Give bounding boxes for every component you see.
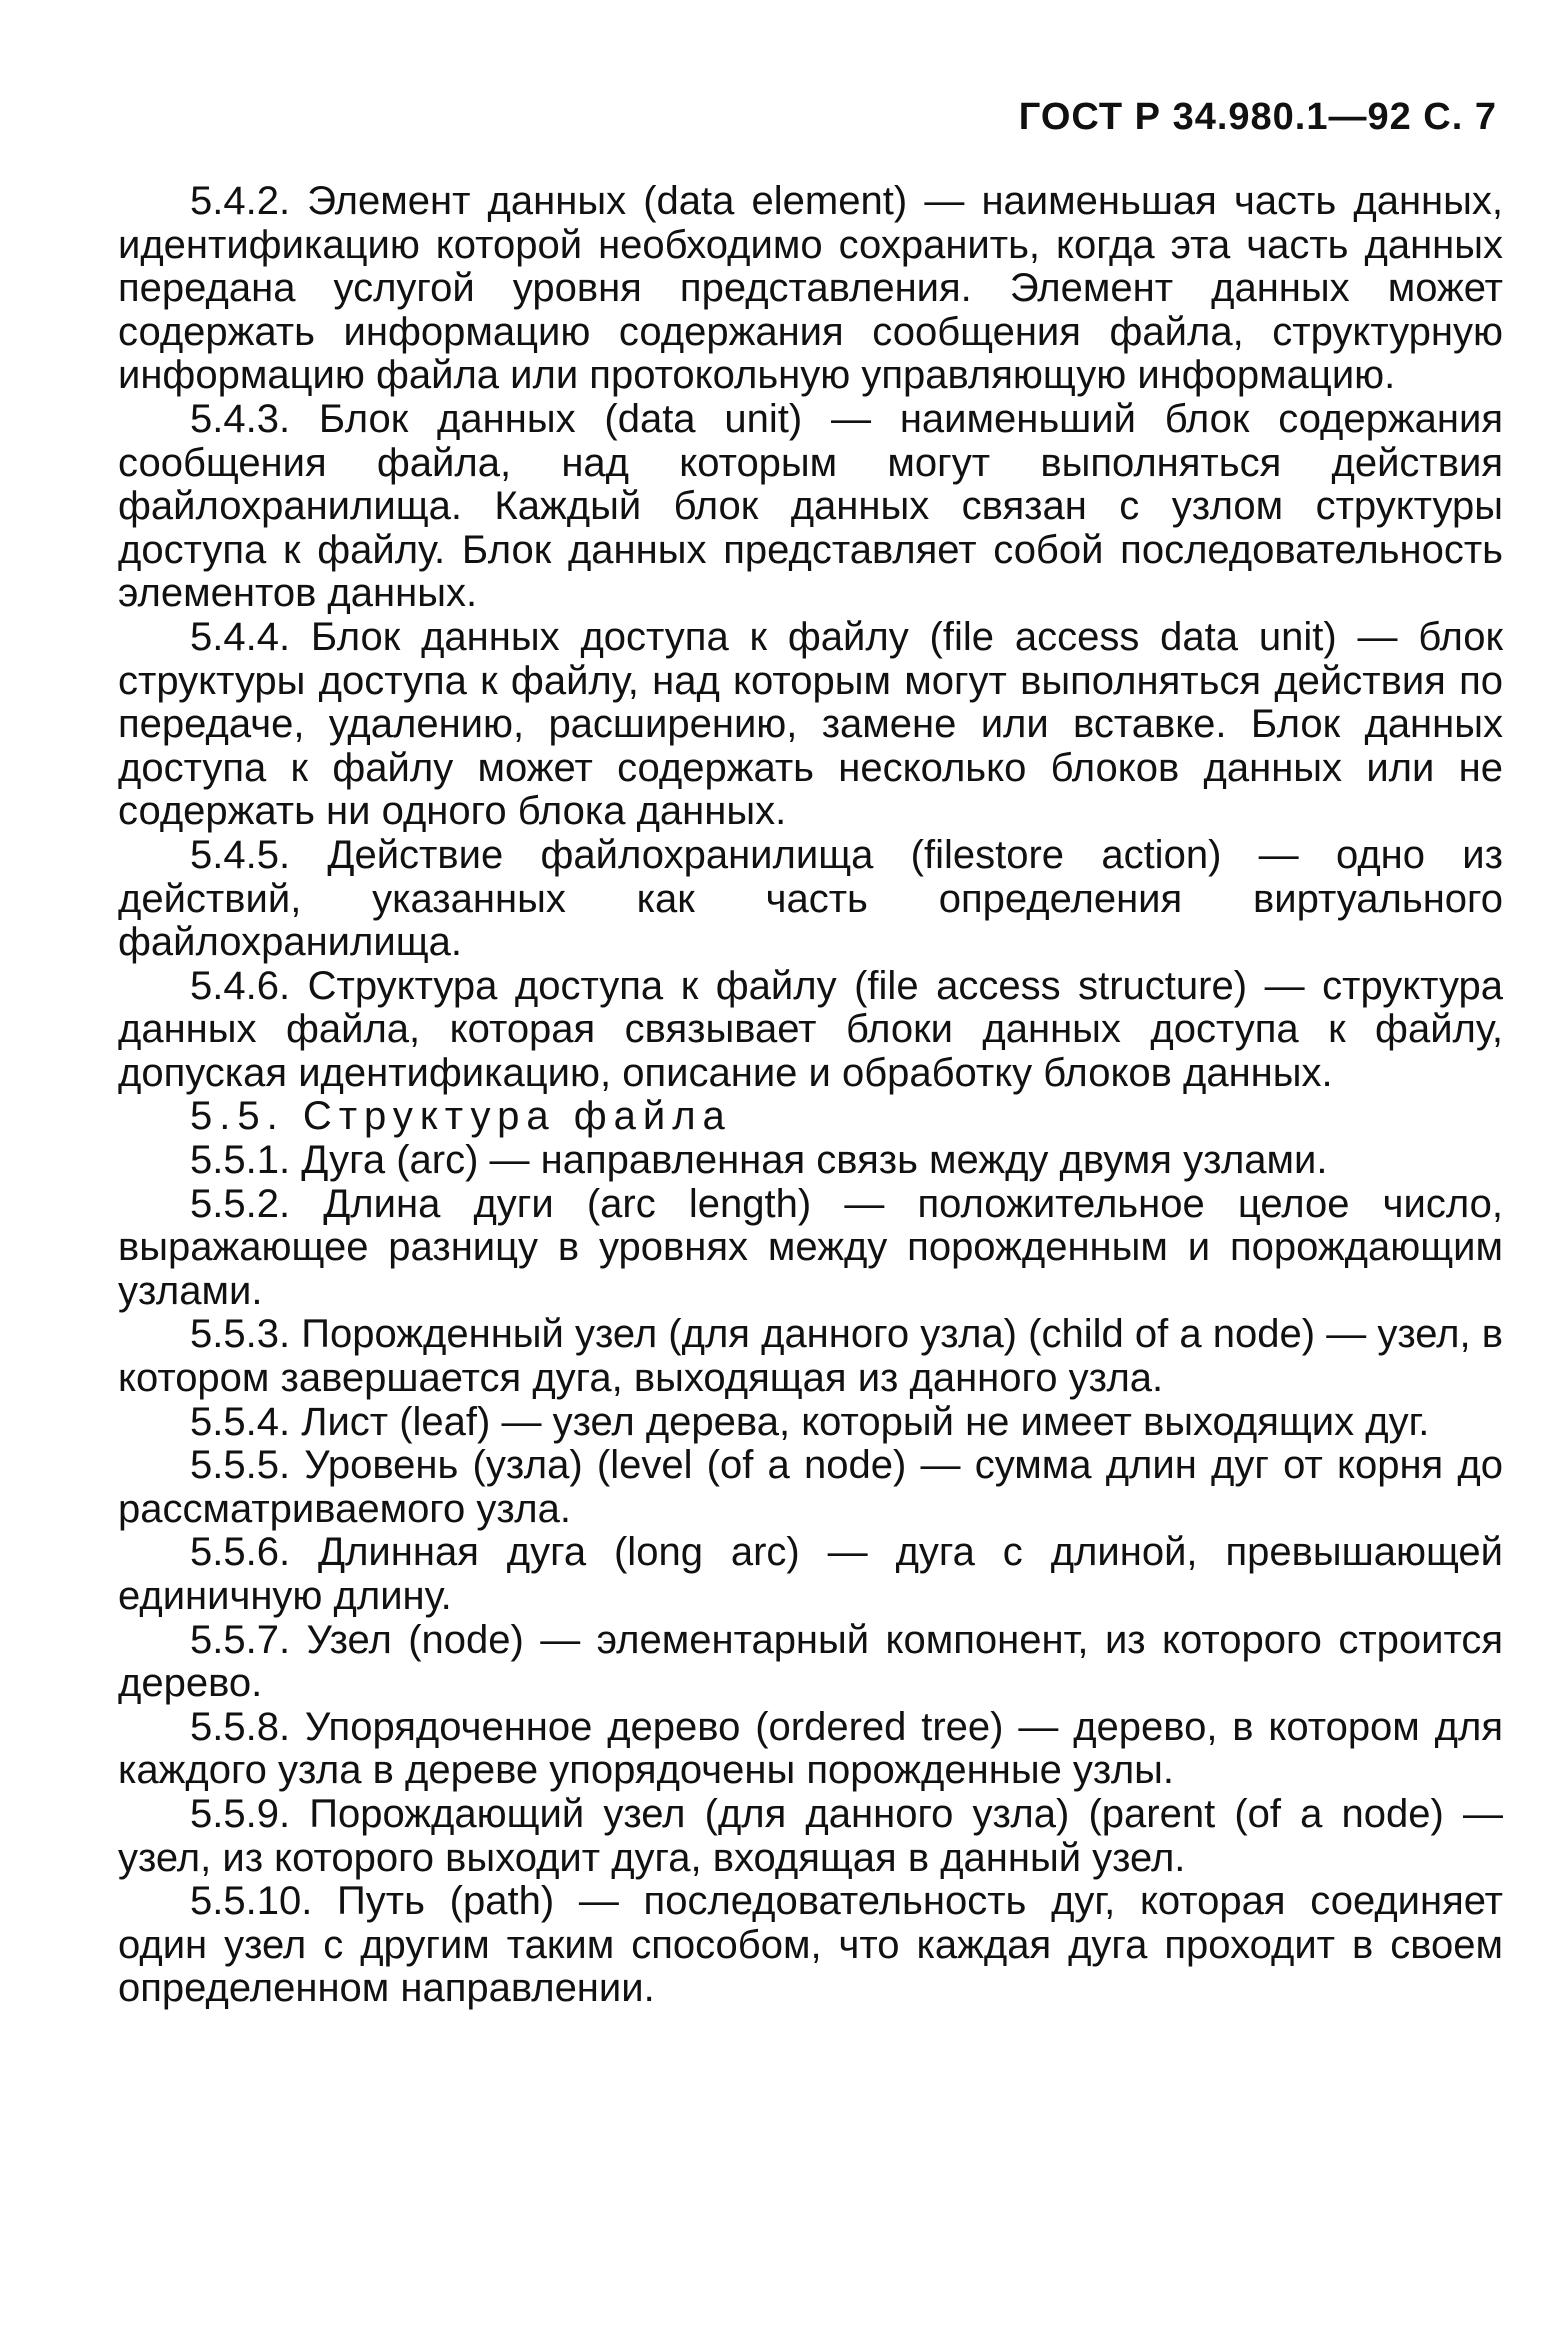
definition-5-4-3: 5.4.3. Блок данных (data unit) — наименьший блок содержания сообщения файла, над которым могут выполняться действия файлохранилища. Каждый блок данных связан с узлом структуры доступа к файлу. Блок данных представляет собой последовательность элементов данных. bbox=[118, 396, 1503, 616]
definition-5-4-5: 5.4.5. Действие файлохранилища (filestore action) — одно из действий, указанных как часть определения виртуального файлохранилища. bbox=[118, 832, 1503, 965]
definition-5-5-9: 5.5.9. Порождающий узел (для данного узла) (parent (of a node) — узел, из которого выходит дуга, входящая в данный узел. bbox=[118, 1791, 1503, 1880]
definition-5-5-5: 5.5.5. Уровень (узла) (level (of a node) — сумма длин дуг от корня до рассматриваемого узла. bbox=[118, 1443, 1503, 1531]
definition-5-4-6: 5.4.6. Структура доступа к файлу (file access structure) — структура данных файла, которая связывает блоки данных доступа к файлу, допуская идентификацию, описание и обработку блоков данных. bbox=[118, 963, 1503, 1095]
definition-5-5-4: 5.5.4. Лист (leaf) — узел дерева, который не имеет выходящих дуг. bbox=[190, 1399, 1430, 1444]
page-header-standard-ref: ГОСТ Р 34.980.1—92 С. 7 bbox=[1018, 96, 1497, 138]
definition-5-4-2: 5.4.2. Элемент данных (data element) — наименьшая часть данных, идентификацию которой необходимо сохранить, когда эта часть данных передана услугой уровня представления. Элемент данных может содержать информацию содержания сообщения файла, структурную информацию файла или протокольную управляющую информацию. bbox=[118, 179, 1503, 398]
definition-5-4-4: 5.4.4. Блок данных доступа к файлу (file access data unit) — блок структуры доступа к файлу, над которым могут выполняться действия по передаче, удалению, расширению, замене или вставке. Блок данных доступа к файлу может содержать несколько блоков данных или не содержать ни одного блока данных. bbox=[118, 614, 1503, 834]
definition-5-5-6: 5.5.6. Длинная дуга (long arc) — дуга с длиной, превышающей единичную длину. bbox=[118, 1530, 1503, 1618]
definition-5-5-2: 5.5.2. Длина дуги (arc length) — положительное целое число, выражающее разницу в уровнях между порожденным и порождающим узлами. bbox=[118, 1181, 1503, 1313]
document-body bbox=[118, 180, 1503, 2011]
section-heading-5-5: 5.5. Структура файла bbox=[190, 1094, 732, 1139]
definition-5-5-8: 5.5.8. Упорядоченное дерево (ordered tree) — дерево, в котором для каждого узла в дереве упорядочены порожденные узлы. bbox=[118, 1704, 1503, 1793]
definition-5-5-10: 5.5.10. Путь (path) — последовательность дуг, которая соединяет один узел с другим таким способом, что каждая дуга проходит в своем определенном направлении. bbox=[118, 1879, 1503, 2011]
definition-5-5-1: 5.5.1. Дуга (arc) — направленная связь между двумя узлами. bbox=[190, 1138, 1328, 1183]
definition-5-5-3: 5.5.3. Порожденный узел (для данного узла) (child of a node) — узел, в котором завершается дуга, выходящая из данного узла. bbox=[118, 1312, 1503, 1401]
definition-5-5-7: 5.5.7. Узел (node) — элементарный компонент, из которого строится дерево. bbox=[118, 1617, 1503, 1706]
